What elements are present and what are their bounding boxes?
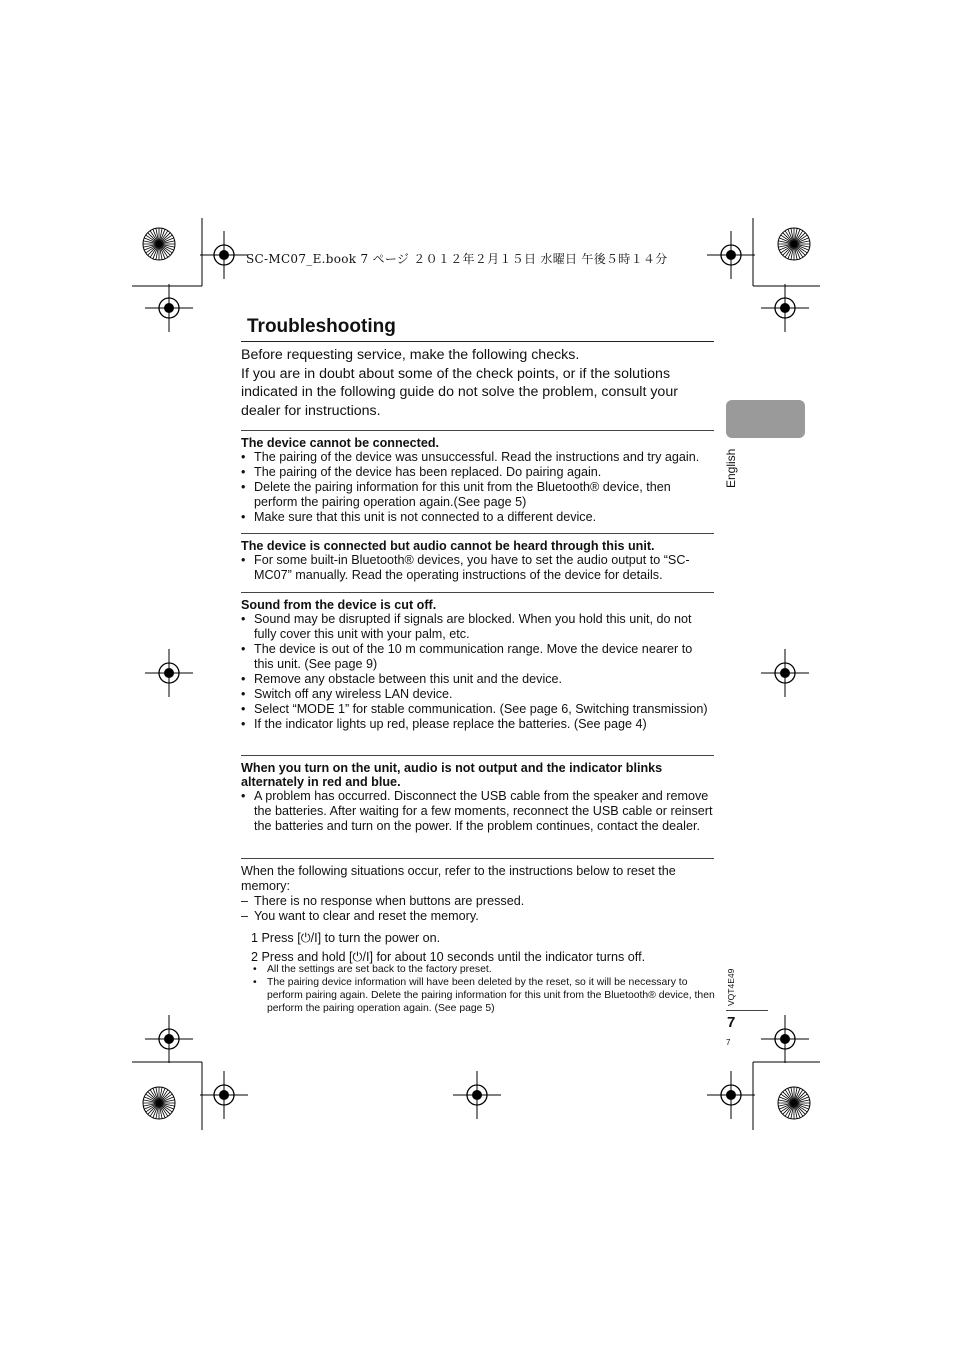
file-info-line: SC-MC07_E.book 7 ページ ２０１２年２月１５日 水曜日 午後５時１４分: [246, 252, 668, 266]
list-item: • A problem has occurred. Disconnect the USB cable from the speaker and remove the batteries. After waiting for a few moments, reconnect the USB cable or reinsert the batteries and turn on the power. If the problem continues, contact the dealer.: [241, 789, 714, 834]
page-title: Troubleshooting: [247, 316, 396, 337]
list-item: • The device is out of the 10 m communication range. Move the device nearer to this unit. (See page 9): [241, 642, 714, 672]
section-reset-memory: [241, 858, 714, 924]
list-item: • For some built-in Bluetooth® devices, you have to set the audio output to “SC-MC07” manually. Read the operating instructions of the device for details.: [241, 553, 714, 583]
list-item: • Sound may be disrupted if signals are blocked. When you hold this unit, do not fully cover this unit with your palm, etc.: [241, 612, 714, 642]
list-item: • Delete the pairing information for this unit from the Bluetooth® device, then perform the pairing operation again.(See page 5): [241, 480, 714, 510]
list-item: • Switch off any wireless LAN device.: [241, 687, 714, 702]
reset-steps: [251, 929, 645, 967]
section-cannot-connect: [241, 430, 714, 525]
document-code: VQT4E49: [726, 968, 736, 1006]
intro-line-2: If you are in doubt about some of the check points, or if the solutions indicated in the following guide do not solve the problem, consult your dealer for instructions.: [241, 365, 678, 419]
intro-line-1: Before requesting service, make the following checks.: [241, 347, 580, 363]
section-indicator-blinks: [241, 755, 714, 834]
reset-intro: When the following situations occur, refer to the instructions below to reset the memory:: [241, 864, 676, 893]
section-heading: The device is connected but audio cannot be heard through this unit.: [241, 539, 655, 553]
title-divider: [241, 341, 714, 342]
section-divider: [241, 592, 714, 593]
page-number: 7: [727, 1014, 736, 1031]
list-item: • Remove any obstacle between this unit and the device.: [241, 672, 714, 687]
intro-text: [241, 346, 716, 420]
page-number-small: 7: [726, 1038, 731, 1047]
reset-step-2: 2 Press and hold [⏻/I] for about 10 seconds until the indicator turns off.: [251, 950, 646, 964]
language-tab: [726, 400, 805, 438]
reset-notes: [253, 963, 715, 1015]
section-heading: When you turn on the unit, audio is not output and the indicator blinks alternately in red and blue.: [241, 761, 663, 789]
section-divider: [241, 755, 714, 756]
list-item: • The pairing of the device was unsuccessful. Read the instructions and try again.: [241, 450, 714, 465]
section-heading: The device cannot be connected.: [241, 436, 440, 450]
note-item: • The pairing device information will have been deleted by the reset, so it will be necessary to perform pairing again. Delete the pairing information for this unit from the Bluetooth® device, then perform the pairing operation again. (See page 5): [253, 976, 715, 1015]
page-number-divider: [726, 1010, 768, 1011]
section-sound-cut-off: [241, 592, 714, 732]
list-item: • The pairing of the device has been replaced. Do pairing again.: [241, 465, 714, 480]
section-divider: [241, 858, 714, 859]
language-label: English: [724, 448, 738, 488]
note-item: • All the settings are set back to the factory preset.: [253, 963, 715, 976]
reset-step-1: 1 Press [⏻/I] to turn the power on.: [251, 931, 441, 945]
section-divider: [241, 430, 714, 431]
section-no-audio: [241, 533, 714, 583]
section-divider: [241, 533, 714, 534]
list-item: – You want to clear and reset the memory.: [241, 909, 714, 924]
list-item: • Select “MODE 1” for stable communication. (See page 6, Switching transmission): [241, 702, 714, 717]
list-item: – There is no response when buttons are pressed.: [241, 894, 714, 909]
list-item: • If the indicator lights up red, please replace the batteries. (See page 4): [241, 717, 714, 732]
section-heading: Sound from the device is cut off.: [241, 598, 437, 612]
list-item: • Make sure that this unit is not connected to a different device.: [241, 510, 714, 525]
